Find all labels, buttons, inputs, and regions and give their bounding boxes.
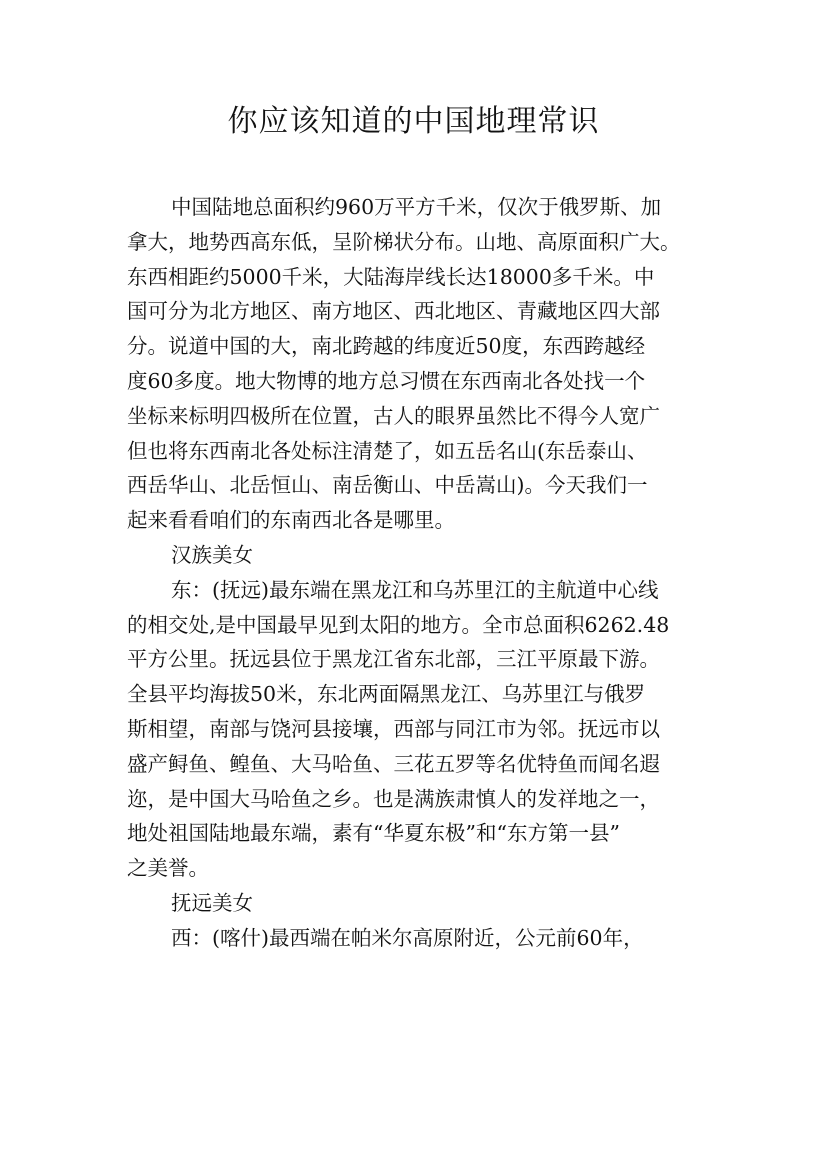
text-line: 西：(喀什)最西端在帕米尔高原附近，公元前60年， (171, 925, 644, 950)
text-line: 之美誉。 (127, 856, 209, 881)
text-line: 中国陆地总面积约960万平方千米，仅次于俄罗斯、加 (171, 195, 662, 219)
text-line: 盛产鲟鱼、鳇鱼、大马哈鱼、三花五罗等名优特鱼而闻名遐 (127, 751, 660, 776)
text-line: 迩，是中国大马哈鱼之乡。也是满族肃慎人的发祥地之一， (127, 786, 660, 811)
text-line: 东西相距约5000千米，大陆海岸线长达18000多千米。中 (127, 264, 655, 289)
text-line: 坐标来标明四极所在位置，古人的眼界虽然比不得今人宽广 (127, 403, 660, 428)
text-line: 但也将东西南北各处标注清楚了，如五岳名山(东岳泰山、 (127, 438, 648, 463)
text-line: 东：(抚远)最东端在黑龙江和乌苏里江的主航道中心线 (171, 577, 659, 602)
text-line: 拿大，地势西高东低，呈阶梯状分布。山地、高原面积广大。 (127, 229, 681, 254)
text-line: 地处祖国陆地最东端，素有“华夏东极”和“东方第一县” (127, 821, 620, 846)
text-line: 分。说道中国的大，南北跨越的纬度近50度，东西跨越经 (127, 334, 646, 359)
text-line: 起来看看咱们的东南西北各是哪里。 (127, 508, 455, 533)
text-line: 度60多度。地大物博的地方总习惯在东西南北各处找一个 (127, 368, 646, 393)
text-line: 平方公里。抚远县位于黑龙江省东北部，三江平原最下游。 (127, 647, 660, 672)
text-line: 抚远美女 (171, 890, 253, 915)
text-line: 西岳华山、北岳恒山、南岳衡山、中岳嵩山)。今天我们一 (127, 473, 648, 498)
document-body (127, 190, 717, 956)
text-line: 的相交处,是中国最早见到太阳的地方。全市总面积6262.48 (127, 612, 670, 637)
text-line: 汉族美女 (171, 542, 253, 567)
text-line: 全县平均海拔50米，东北两面隔黑龙江、乌苏里江与俄罗 (127, 682, 646, 707)
text-line: 国可分为北方地区、南方地区、西北地区、青藏地区四大部 (127, 299, 660, 324)
document-title: 你应该知道的中国地理常识 (227, 104, 600, 139)
text-line: 斯相望，南部与饶河县接壤，西部与同江市为邻。抚远市以 (127, 716, 660, 741)
